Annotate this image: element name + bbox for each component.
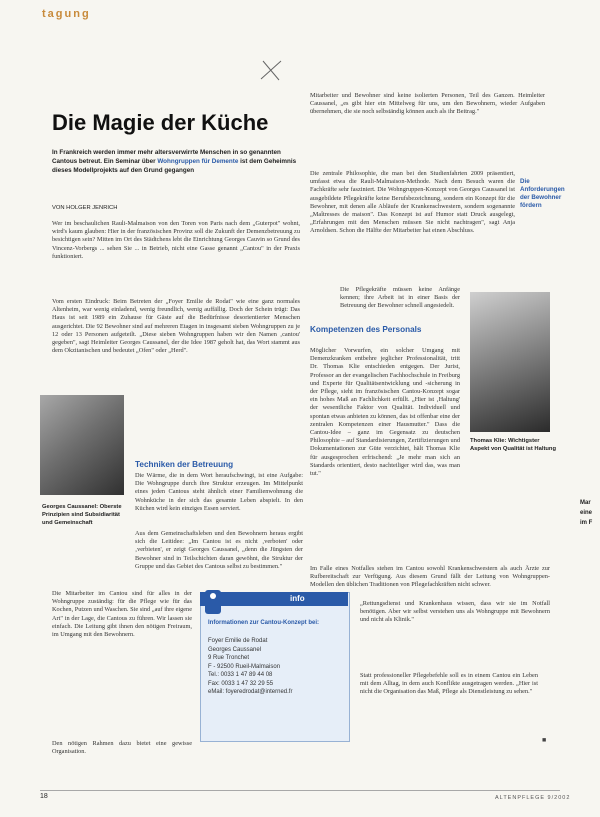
info-title: Informationen zur Cantou-Konzept bei: <box>208 620 319 626</box>
col3-paragraph-5: Im Falle eines Notfalles stehen im Cantou sowohl Krankenschwestern als auch Ärzte zur Rufbereitschaft zur Verfügung. Aus diesem Grund fällt der Leitung von Wohngruppen-Modellen den üblichen Traditionen von Pflegefachkräften nicht schwer. <box>310 565 550 589</box>
info-box-header <box>200 592 348 606</box>
info-line: Fax: 0033 1 47 32 29 55 <box>208 680 274 687</box>
col3-paragraph-2: Die zentrale Philosophie, die man bei den Studienfahrten 2009 präsentiert, umfasst etwa die Rauli-Malmaison-Methode. Nach dem Besuch waren die Fachkräfte sehr fasziniert. Die Wohngruppen-Konzept von Georges Caussanel ist ausgebildete Pflegekräfte keine Berufsbezeichnung, sondern ein Konzept für die Bewohner, mit denen alle Abläufe der Krankenschwestern, sondern sogenannte „Maîtresses de maison". Das Konzept ist auf Humor statt Druck ausgelegt, „Erfahrungen mit den Menschen müssen Sie nicht nachtragen", sagt Anja Arnoldsen. Schon die Hälfte der Mitarbeiter hat einen Abschluss. <box>310 170 515 235</box>
col3-paragraph-3: Die Pflegekräfte müssen keine Anfänge kennen; ihre Arbeit ist in einer Basis der Betreuung der Bewohner schnell angesiedelt. <box>340 286 460 310</box>
article-title: Die Magie der Küche <box>52 110 269 135</box>
info-line: Foyer Emilie de Rodat <box>208 638 268 644</box>
col2-paragraph-1: Die Wärme, die in dem Wort heraufschwingt, ist eine Aufgabe: Die Wohngruppe durch ihre Struktur erzeugen. Im Mittelpunkt eines jeden Cantous steht ähnlich einer Familienwohnung die Wohnküche in der sich das gesamte Leben abspielt. In den Küchen wird kein einziges Essen serviert. <box>135 472 303 512</box>
info-email[interactable]: eMail: foyeredrodat@interned.fr <box>208 689 293 695</box>
marginal-line: eine <box>580 510 593 516</box>
photo-thomas-klie <box>470 292 550 432</box>
author-byline: VON HOLGER JENRICH <box>52 205 118 211</box>
marginal-line: im F <box>580 520 593 526</box>
info-icon-dot <box>210 593 216 599</box>
info-label: info <box>290 594 305 603</box>
heading-techniken: Techniken der Betreuung <box>135 460 234 469</box>
section-label: tagung <box>42 8 91 20</box>
article-lead <box>52 148 300 175</box>
info-line: 9 Rue Tronchet <box>208 655 250 661</box>
info-line: Tel.: 0033 1 47 89 44 08 <box>208 672 273 678</box>
caption-right: Thomas Klie: Wichtigster Aspekt von Qualität ist Haltung <box>470 438 556 452</box>
col3-paragraph-1: Mitarbeiter und Bewohner sind keine isolierten Personen, Teil des Ganzen. Heimleiter Caussanel, „es gibt hier ein Mittelweg für uns, um den Bewohnern, wieder Aufgaben übernehmen, die sie noch selbständig können auch als ihr Beitrag." <box>310 92 545 116</box>
pull-quote: Die Anforderungen der Bewohner fördern <box>520 178 565 209</box>
info-line: F - 92500 Rueil-Malmaison <box>208 663 281 670</box>
footer-divider <box>40 790 560 791</box>
col3-paragraph-4: Möglicher Vorwurfen, ein solcher Umgang mit Demenzkranken entbehre jeglicher Professionalität, tritt Dr. Thomas Klie entschieden entgegen. Der Jurist, Professor an der evangelischen Fachhochschule in Freiburg und Experte für Qualitätsentwicklung und -sicherung in der Pflege, sieht im französischen Cantou-Konzept sogar ein hohes Maß an Fachlichkeit erfüllt. „Hier ist ‚Haltung' der wesentliche Faktor von Qualität. Individuell und spontan etwas anbieten zu können, das ist offenbar eine der zentralen Kompetenzen einer Hausmutter." Dass die Cantou-Idee – ganz im Gegensatz zu deutschen Philosophie – auf Standardisierungen, Zertifizierungen und Dokumentationen zur Güte verzichtet, hält Thomas Klie für ausgesprochen erfrischend: „Je mehr man sich an Standards orientiert, desto nachteiliger wird das, was man tut." <box>310 347 460 478</box>
col4-paragraph-1: „Rettungsdienst und Krankenhaus wissen, dass wir sie im Notfall benötigen. Aber wir selbst verstehen uns als Wohngruppe mit Bewohnern und nicht als Klinik." <box>360 600 550 624</box>
lead-text: In Frankreich werden immer mehr altersverwirrte Menschen in so genannten Cantous betreut. Ein Seminar über <box>52 149 281 165</box>
col4-paragraph-2: Statt professioneller Pflegebefehle soll es in einem Cantou ein Leben mit dem Alltag, in dem auch Konflikte ausgetragen werden. „Hier ist nicht die Organisation das Maß, Pflege als Dienstleistung zu sehen." <box>360 672 538 696</box>
col2-paragraph-4: Den nötigen Rahmen dazu bietet eine gewisse Organisation. <box>52 740 192 756</box>
doodle-mark-icon <box>258 57 284 83</box>
info-contact <box>208 637 292 697</box>
info-line: Georges Caussanel <box>208 646 262 653</box>
col2-paragraph-2: Aus dem Gemeinschaftsleben und den Bewohnern heraus ergibt sich die Leitidee: „Im Cantou ist es nicht ‚verboten' oder ‚verbieten', er zeigt Georges Caussanel, „denn die Jüngsten der Bewohner sind in Teilschichten daran gewöhnt, die Struktur der Gruppe und das Gebiet des Cantous selbst zu bestimmen." <box>135 530 303 570</box>
adjacent-page-clip <box>580 498 600 528</box>
lead-text-end: ist dem Geheimnis dieses Modellprojekts auf den Grund gegangen <box>52 158 297 174</box>
photo-georges-caussanel <box>40 395 124 495</box>
magazine-name: ALTENPFLEGE 9/2002 <box>495 795 571 801</box>
heading-kompetenzen: Kompetenzen des Personals <box>310 325 422 334</box>
col2-paragraph-3: Die Mitarbeiter im Cantou sind für alles in der Wohngruppe zuständig: für die Pflege wie für das Kochen, Putzen und Waschen. Sie sind „auf ihre eigene Art" in der Lage, die Cantous zu führen. Wir lassen sie einfach. Die Leitung gibt ihnen den nötigen Freiraum, im Umgang mit den Bewohnern. <box>52 590 192 639</box>
col1-paragraph-1: Wer im beschaulichen Rauli-Malmaison von den Toren von Paris nach dem „Guterpot" wohnt, wird's kaum glauben: Hier in der französischen Provinz soll die Zukunft der Demenzbetreuung zu besichtigen sein? Mitten im Ort des Städtchens lebt die Einrichtung Georges Cauvin so Grund des Vincenz-Vorbergs ... sehen Sie ... in Betrieb, nicht eine Gasse genannt „Cantou" in der Praxis funktioniert. <box>52 220 300 260</box>
col1-paragraph-2: Vom ersten Eindruck: Beim Betreten der „Foyer Emilie de Rodat" wie eine ganz normales Altenheim, war wenig einladend, wenig freundlich, wenig auffällig. Doch der Schein trügt: Das Haus ist seit 1989 ein Zuhause für Gäste auf die Bedürfnisse desorientierter Menschen ausgerichtet. Die 92 Bewohner sind auf mehreren Etagen in insgesamt sieben Wohngruppen zu je 12 oder 13 Personen aufgeteilt. „Diese sieben Wohngruppen haben wir den Namen ‚cantou' gegeben", sagt Heimleiter Georges Caussanel, der die Idee 1987 geholt hat, das Wort stammt aus dem Okzitanischen und bedeutet „Ofen" oder „Herd". <box>52 298 300 355</box>
marginal-line: Mar <box>580 500 591 506</box>
lead-link[interactable]: Wohngruppen für Demente <box>157 158 239 165</box>
page-number: 18 <box>40 793 48 800</box>
caption-left: Georges Caussanel: Oberste Prinzipien sind Subsidiarität und Gemeinschaft <box>42 504 122 526</box>
end-mark-icon: ■ <box>542 736 547 744</box>
